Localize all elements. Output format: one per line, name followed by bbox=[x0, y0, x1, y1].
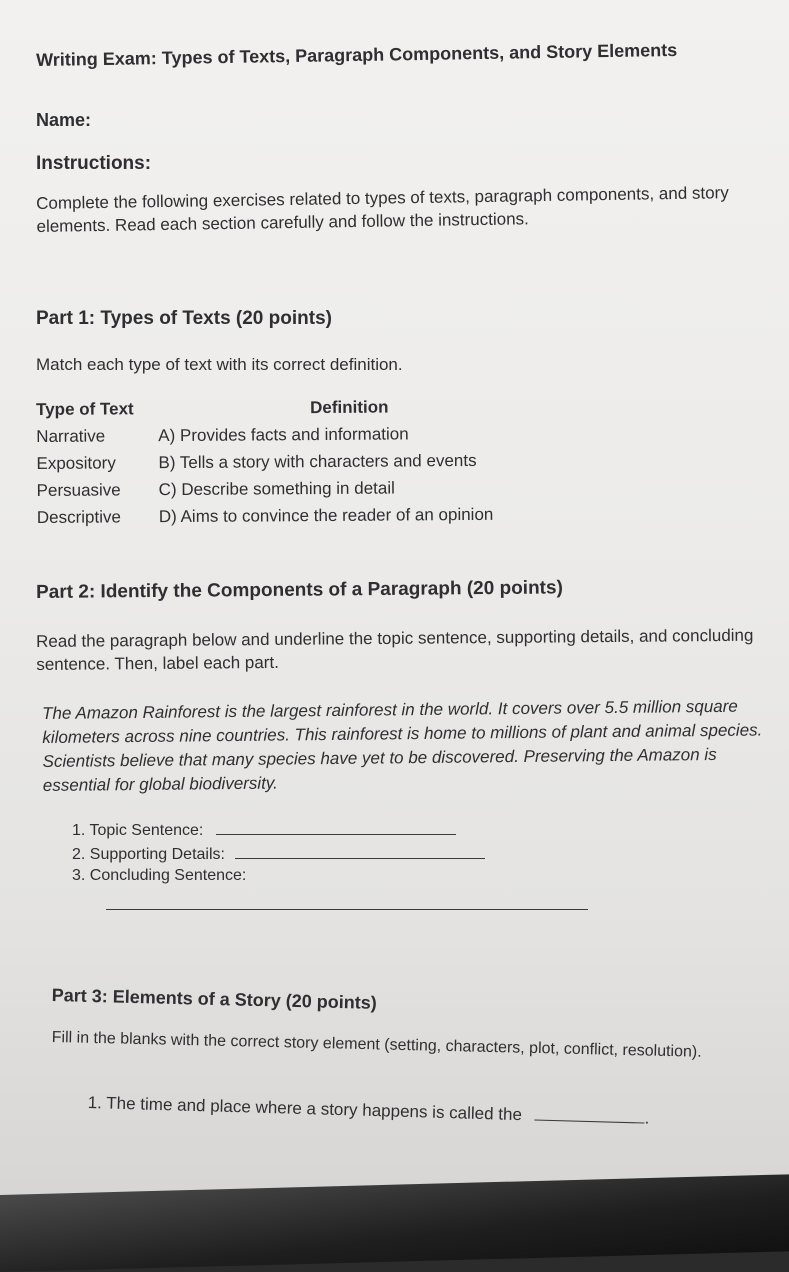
table-row bbox=[37, 504, 577, 535]
concluding-sentence-item bbox=[72, 867, 246, 885]
text-type: Narrative bbox=[36, 426, 106, 446]
definition: C) Describe something in detail bbox=[158, 478, 395, 500]
concluding-sentence-label: 3. Concluding Sentence: bbox=[72, 867, 247, 884]
text-type: Expository bbox=[36, 453, 116, 473]
instructions-heading: Instructions: bbox=[36, 153, 152, 174]
part1-heading: Part 1: Types of Texts (20 points) bbox=[36, 308, 332, 329]
story-question-1 bbox=[87, 1093, 649, 1129]
amazon-paragraph: The Amazon Rainforest is the largest rainforest in the world. It covers over 5.5 million square kilometers across nine countries. This rainforest is home to millions of plant and animal species. Scientists believe that many species have yet to be discovered. Preserving the Amazon is essential for global biodiversity. bbox=[42, 696, 763, 795]
concluding-sentence-blank[interactable] bbox=[106, 895, 588, 910]
supporting-details-label: 2. Supporting Details: bbox=[72, 846, 225, 863]
question-1-period: . bbox=[644, 1108, 650, 1128]
name-label: Name: bbox=[36, 110, 92, 130]
table-row bbox=[36, 423, 576, 454]
matching-table-header bbox=[36, 396, 576, 427]
supporting-details-blank[interactable] bbox=[235, 844, 485, 859]
definition: A) Provides facts and information bbox=[158, 424, 409, 446]
question-1-text: 1. The time and place where a story happens is called the bbox=[87, 1093, 523, 1125]
matching-table bbox=[36, 396, 577, 535]
instructions-text: Complete the following exercises related to types of texts, paragraph components, and story elements. Read each section carefully and follow the instructions. bbox=[36, 183, 729, 236]
text-type: Descriptive bbox=[36, 507, 121, 527]
col-type-header: Type of Text bbox=[36, 399, 134, 419]
topic-sentence-blank[interactable] bbox=[216, 820, 456, 835]
supporting-details-item bbox=[72, 844, 485, 864]
topic-sentence-item bbox=[72, 820, 456, 840]
question-1-blank[interactable] bbox=[535, 1105, 645, 1123]
table-row bbox=[36, 450, 576, 481]
exam-title: Writing Exam: Types of Texts, Paragraph Components, and Story Elements bbox=[36, 39, 678, 70]
col-definition-header: Definition bbox=[309, 397, 389, 418]
definition: B) Tells a story with characters and events bbox=[158, 450, 477, 473]
definition: D) Aims to convince the reader of an opinion bbox=[158, 504, 494, 527]
part2-instruction: Read the paragraph below and underline the topic sentence, supporting details, and concluding sentence. Then, label each part. bbox=[36, 625, 754, 674]
part2-heading: Part 2: Identify the Components of a Paragraph (20 points) bbox=[36, 577, 563, 603]
part1-instruction: Match each type of text with its correct definition. bbox=[36, 355, 403, 374]
topic-sentence-label: 1. Topic Sentence: bbox=[72, 822, 204, 839]
part3-instruction: Fill in the blanks with the correct story element (setting, characters, plot, conflict, resolution). bbox=[51, 1028, 702, 1061]
text-type: Persuasive bbox=[36, 480, 121, 500]
table-row bbox=[37, 477, 577, 508]
part3-heading: Part 3: Elements of a Story (20 points) bbox=[51, 985, 377, 1013]
